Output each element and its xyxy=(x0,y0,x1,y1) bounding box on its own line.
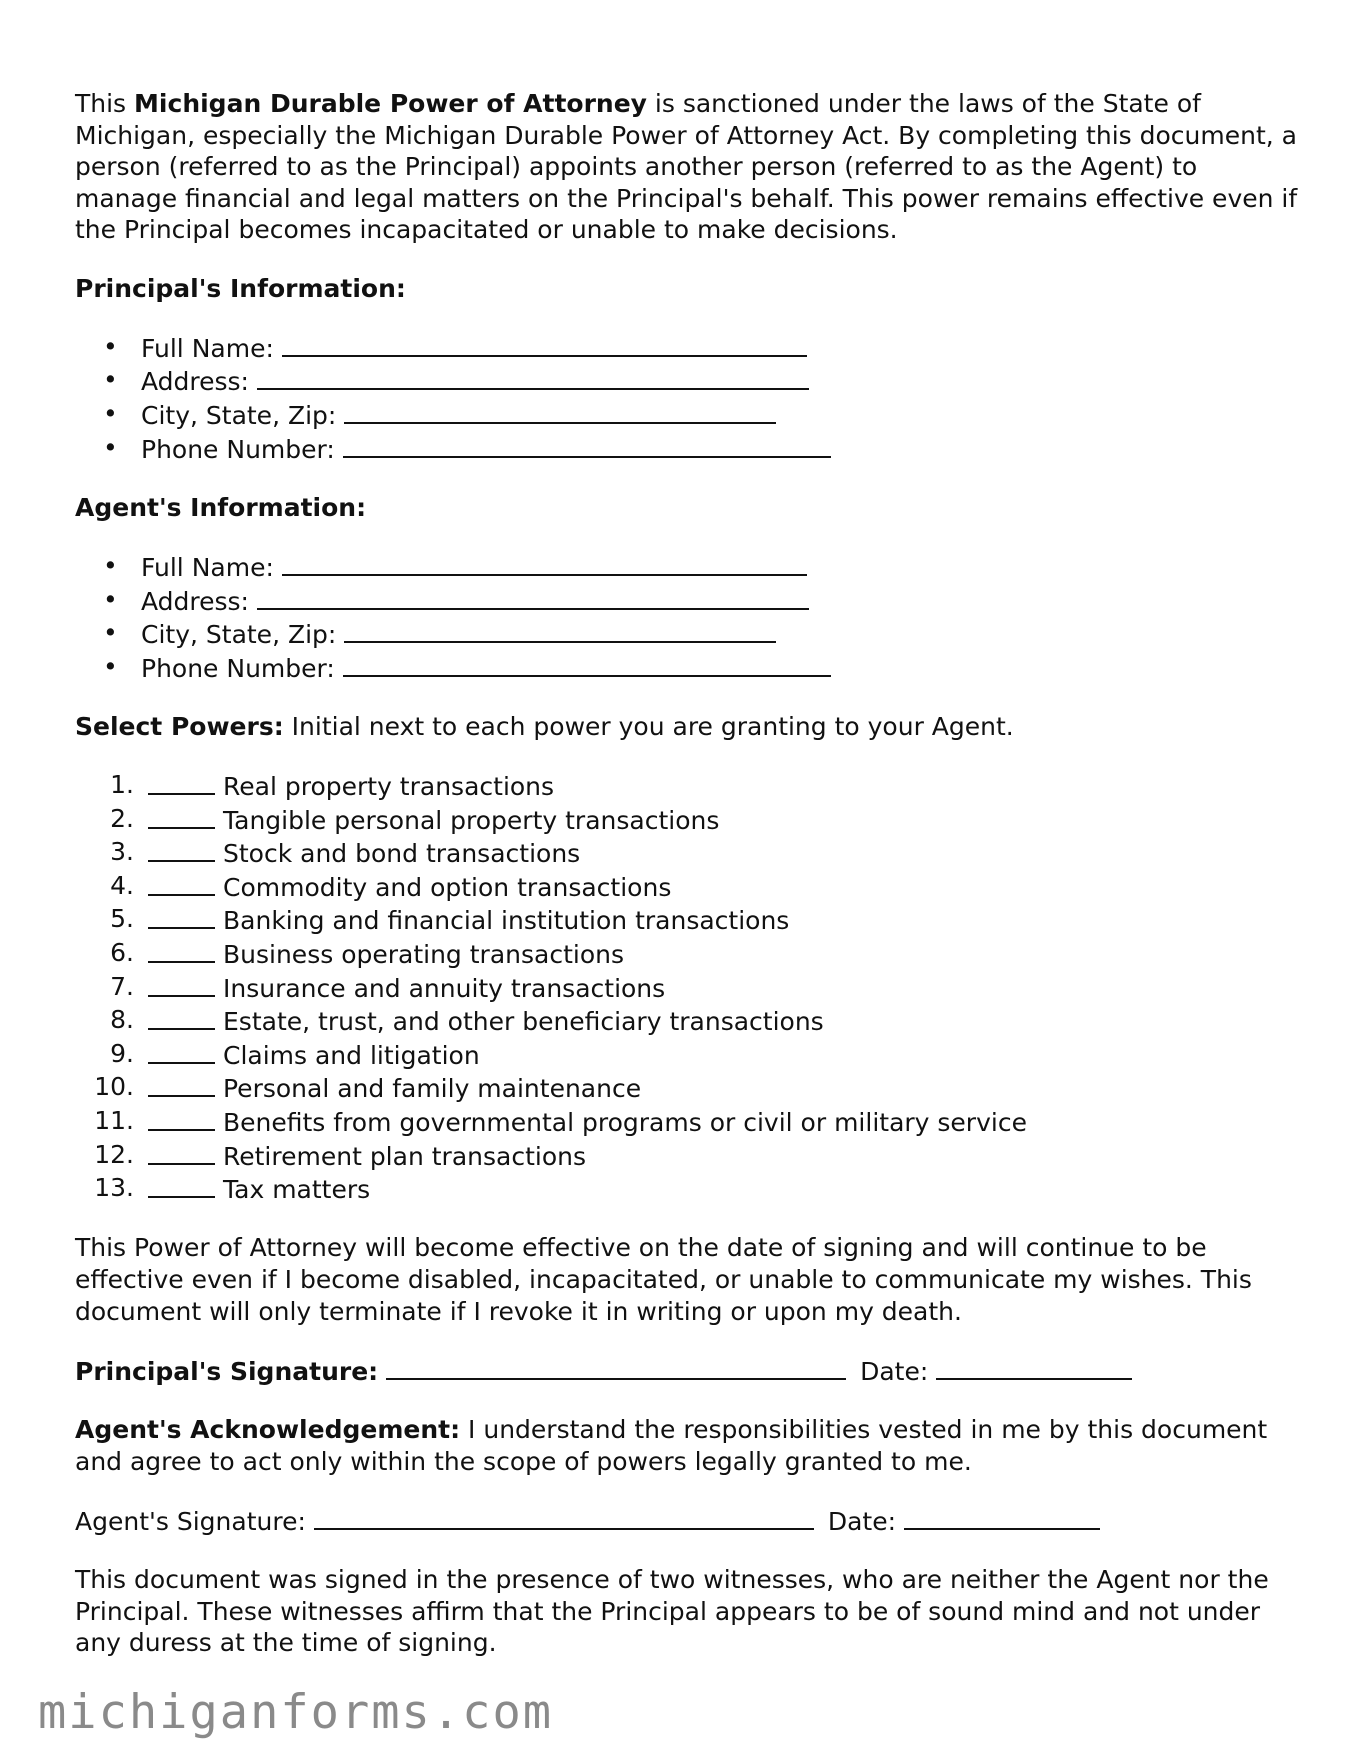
power-number: 6. xyxy=(110,938,134,968)
agent-phone-field[interactable] xyxy=(75,651,1305,685)
blank-line[interactable] xyxy=(257,584,809,610)
blank-line[interactable] xyxy=(282,550,807,576)
power-item xyxy=(75,769,1305,803)
power-number: 3. xyxy=(110,837,134,867)
acknowledgement-text: I understand the responsibilities vested in me by this document and agree to act only within the scope of powers legally granted to me. xyxy=(75,1414,1268,1476)
initial-blank[interactable] xyxy=(148,903,215,929)
initial-blank[interactable] xyxy=(148,870,215,896)
blank-line[interactable] xyxy=(257,364,809,390)
power-label: Retirement plan transactions xyxy=(223,1141,586,1171)
power-number: 11. xyxy=(94,1106,134,1135)
initial-blank[interactable] xyxy=(148,971,215,997)
power-number: 1. xyxy=(110,770,134,800)
principal-address-field[interactable] xyxy=(75,364,1305,398)
blank-line[interactable] xyxy=(344,398,776,424)
power-item xyxy=(75,1038,1305,1072)
field-label: Full Name: xyxy=(141,552,274,582)
agent-signature-line xyxy=(75,1504,1305,1538)
field-label: City, State, Zip: xyxy=(141,620,337,650)
principal-phone-field[interactable] xyxy=(75,432,1305,466)
acknowledgement-paragraph xyxy=(75,1414,1305,1477)
power-number: 12. xyxy=(94,1139,134,1169)
powers-heading-text: Select Powers: xyxy=(75,711,284,741)
power-label: Benefits from governmental programs or civil or military service xyxy=(223,1108,1027,1137)
initial-blank[interactable] xyxy=(148,937,215,963)
agent-full-name-field[interactable] xyxy=(75,550,1305,584)
power-item xyxy=(75,971,1305,1005)
agent-fields xyxy=(75,550,1305,684)
power-label: Commodity and option transactions xyxy=(223,872,672,902)
initial-blank[interactable] xyxy=(148,769,215,795)
agent-heading xyxy=(75,492,1305,524)
power-item xyxy=(75,1071,1305,1105)
powers-heading xyxy=(75,711,1305,743)
power-label: Real property transactions xyxy=(223,772,555,802)
power-label: Banking and financial institution transactions xyxy=(223,906,790,936)
principal-heading xyxy=(75,273,1305,305)
principal-full-name-field[interactable] xyxy=(75,331,1305,365)
power-number: 7. xyxy=(110,971,134,1001)
power-label: Business operating transactions xyxy=(223,940,624,970)
power-label: Stock and bond transactions xyxy=(223,839,581,869)
field-label: Phone Number: xyxy=(141,653,335,683)
agent-heading-text: Agent's Information: xyxy=(75,492,367,522)
acknowledgement-heading: Agent's Acknowledgement: xyxy=(75,1414,461,1444)
blank-line[interactable] xyxy=(343,432,831,458)
blank-line[interactable] xyxy=(344,617,776,643)
principal-signature-label: Principal's Signature: xyxy=(75,1356,379,1386)
principal-date-field[interactable] xyxy=(936,1354,1132,1380)
initial-blank[interactable] xyxy=(148,1004,215,1030)
power-item xyxy=(75,1172,1305,1206)
power-number: 13. xyxy=(94,1173,134,1203)
field-label: Address: xyxy=(141,586,249,616)
power-label: Claims and litigation xyxy=(223,1040,480,1070)
document-title: Michigan Durable Power of Attorney xyxy=(134,89,647,118)
principal-heading-text: Principal's Information: xyxy=(75,273,406,303)
power-label: Personal and family maintenance xyxy=(223,1074,642,1104)
power-item xyxy=(75,903,1305,937)
agent-address-field[interactable] xyxy=(75,584,1305,618)
power-item xyxy=(75,1004,1305,1038)
field-label: Phone Number: xyxy=(141,434,335,464)
initial-blank[interactable] xyxy=(148,1071,215,1097)
power-number: 4. xyxy=(110,870,134,900)
initial-blank[interactable] xyxy=(148,1038,215,1064)
power-item xyxy=(75,937,1305,971)
power-number: 9. xyxy=(110,1038,134,1068)
witness-paragraph: This document was signed in the presence of two witnesses, who are neither the Agent nor the Principal. These witnesses affirm that the Principal appears to be of sound mind and not under any duress at the time of signing. xyxy=(75,1564,1269,1658)
power-label: Estate, trust, and other beneficiary transactions xyxy=(223,1007,824,1037)
power-item xyxy=(75,1105,1305,1139)
intro-text: is sanctioned under the laws of the State of Michigan, especially the Michigan Durable Power of Attorney Act. By completing this document, a person (referred to as the Principal) appoints another person (referred to as the Agent) to manage financial and legal matters on the Principal's behalf. This power remains effective even if the Principal becomes incapacitated or unable to make decisions. xyxy=(75,89,1298,245)
principal-signature-line xyxy=(75,1354,1305,1388)
principal-date-label: Date: xyxy=(860,1356,929,1386)
agent-date-label: Date: xyxy=(827,1506,897,1536)
power-number: 8. xyxy=(110,1005,134,1035)
initial-blank[interactable] xyxy=(148,1172,215,1198)
power-number: 2. xyxy=(110,803,134,833)
intro-paragraph xyxy=(75,88,1305,246)
initial-blank[interactable] xyxy=(148,836,215,862)
initial-blank[interactable] xyxy=(148,1105,215,1131)
power-item xyxy=(75,803,1305,837)
agent-city-field[interactable] xyxy=(75,617,1305,651)
field-label: City, State, Zip: xyxy=(141,400,337,430)
principal-signature-field[interactable] xyxy=(386,1354,846,1380)
powers-list xyxy=(75,769,1305,1206)
effective-paragraph: This Power of Attorney will become effective on the date of signing and will continue to be effective even if I become disabled, incapacitated, or unable to communicate my wishes. This document will only terminate if I revoke it in writing or upon my death. xyxy=(75,1233,1252,1326)
field-label: Address: xyxy=(141,367,249,397)
powers-instruction: Initial next to each power you are granting to your Agent. xyxy=(283,711,1014,741)
power-number: 5. xyxy=(110,904,134,934)
agent-date-field[interactable] xyxy=(904,1504,1100,1530)
intro-text: This xyxy=(75,89,135,118)
blank-line[interactable] xyxy=(282,331,807,357)
agent-signature-field[interactable] xyxy=(314,1504,814,1530)
power-item xyxy=(75,836,1305,870)
power-number: 10. xyxy=(94,1072,134,1102)
power-label: Tangible personal property transactions xyxy=(223,805,720,835)
power-label: Tax matters xyxy=(223,1175,371,1205)
initial-blank[interactable] xyxy=(148,1139,215,1165)
principal-fields xyxy=(75,331,1305,465)
power-label: Insurance and annuity transactions xyxy=(223,973,666,1003)
agent-signature-label: Agent's Signature: xyxy=(75,1506,306,1536)
initial-blank[interactable] xyxy=(148,803,215,829)
field-label: Full Name: xyxy=(141,333,274,363)
blank-line[interactable] xyxy=(343,651,831,677)
power-item xyxy=(75,870,1305,904)
watermark: michiganforms.com xyxy=(38,1685,554,1741)
principal-city-field[interactable] xyxy=(75,398,1305,432)
power-item xyxy=(75,1139,1305,1173)
